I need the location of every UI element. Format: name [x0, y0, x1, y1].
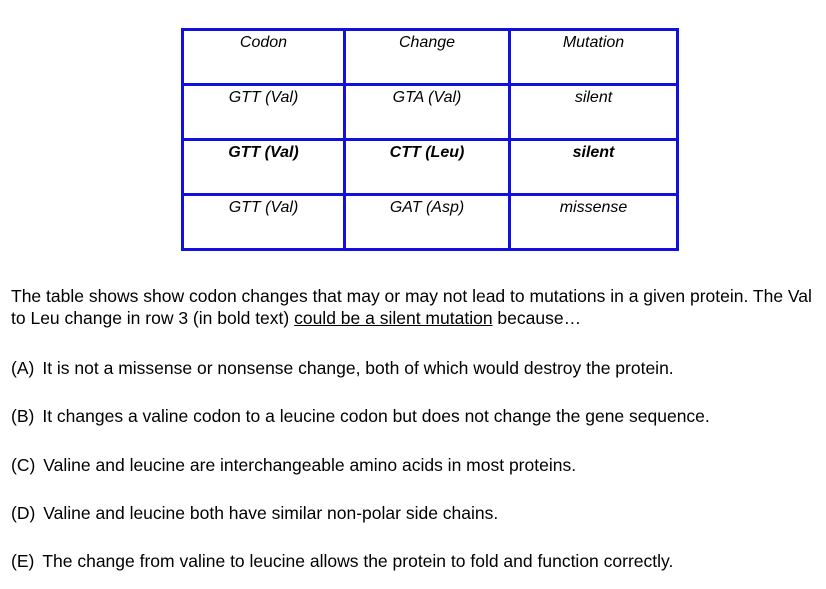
cell-change: CTT (Leu)	[389, 144, 465, 161]
option-text: It changes a valine codon to a leucine codon but does not change the gene sequence.	[42, 406, 710, 426]
option-letter: (A)	[11, 358, 35, 378]
header-cell	[183, 30, 345, 85]
question-stem	[11, 285, 821, 329]
table-row	[183, 85, 678, 140]
option-text: Valine and leucine both have similar non-polar side chains.	[43, 503, 499, 523]
stem-paragraph	[11, 285, 821, 329]
cell-codon: GTT (Val)	[228, 89, 299, 106]
table-row	[183, 195, 678, 250]
table-cell	[510, 85, 678, 140]
option-text: The change from valine to leucine allows the protein to fold and function correctly.	[42, 551, 674, 571]
table-row-bold	[183, 140, 678, 195]
stem-text-end: because…	[492, 308, 582, 328]
stem-text: The table shows show codon changes that may or may not lead to mutations in a given protein. The Val to Leu change in row 3 (in bold text)	[11, 286, 812, 328]
table-cell	[183, 85, 345, 140]
cell-change: GAT (Asp)	[389, 199, 465, 216]
header-cell	[510, 30, 678, 85]
header-codon: Codon	[239, 34, 288, 51]
table-cell	[183, 140, 345, 195]
table-cell	[345, 85, 510, 140]
option-text: It is not a missense or nonsense change, both of which would destroy the protein.	[42, 358, 674, 378]
cell-codon: GTT (Val)	[228, 199, 299, 216]
option-text: Valine and leucine are interchangeable amino acids in most proteins.	[43, 455, 577, 475]
header-cell	[345, 30, 510, 85]
stem-underlined-text: could be a silent mutation	[294, 308, 493, 328]
cell-mutation: silent	[572, 144, 615, 161]
cell-codon: GTT (Val)	[228, 144, 299, 161]
answer-option-b[interactable]	[11, 405, 710, 427]
header-change: Change	[398, 34, 456, 51]
answer-option-e[interactable]	[11, 550, 673, 572]
table-header-row	[183, 30, 678, 85]
table-cell	[345, 195, 510, 250]
option-letter: (D)	[11, 503, 36, 523]
option-letter: (C)	[11, 455, 36, 475]
table-cell	[510, 195, 678, 250]
table-cell	[345, 140, 510, 195]
table-cell	[183, 195, 345, 250]
header-mutation: Mutation	[562, 34, 625, 51]
table-cell	[510, 140, 678, 195]
option-letter: (B)	[11, 406, 35, 426]
option-letter: (E)	[11, 551, 35, 571]
answer-option-c[interactable]	[11, 454, 576, 476]
answer-option-a[interactable]	[11, 357, 674, 379]
answer-option-d[interactable]	[11, 502, 498, 524]
cell-mutation: missense	[559, 199, 628, 216]
cell-change: GTA (Val)	[392, 89, 462, 106]
codon-table	[181, 28, 679, 251]
cell-mutation: silent	[574, 89, 613, 106]
